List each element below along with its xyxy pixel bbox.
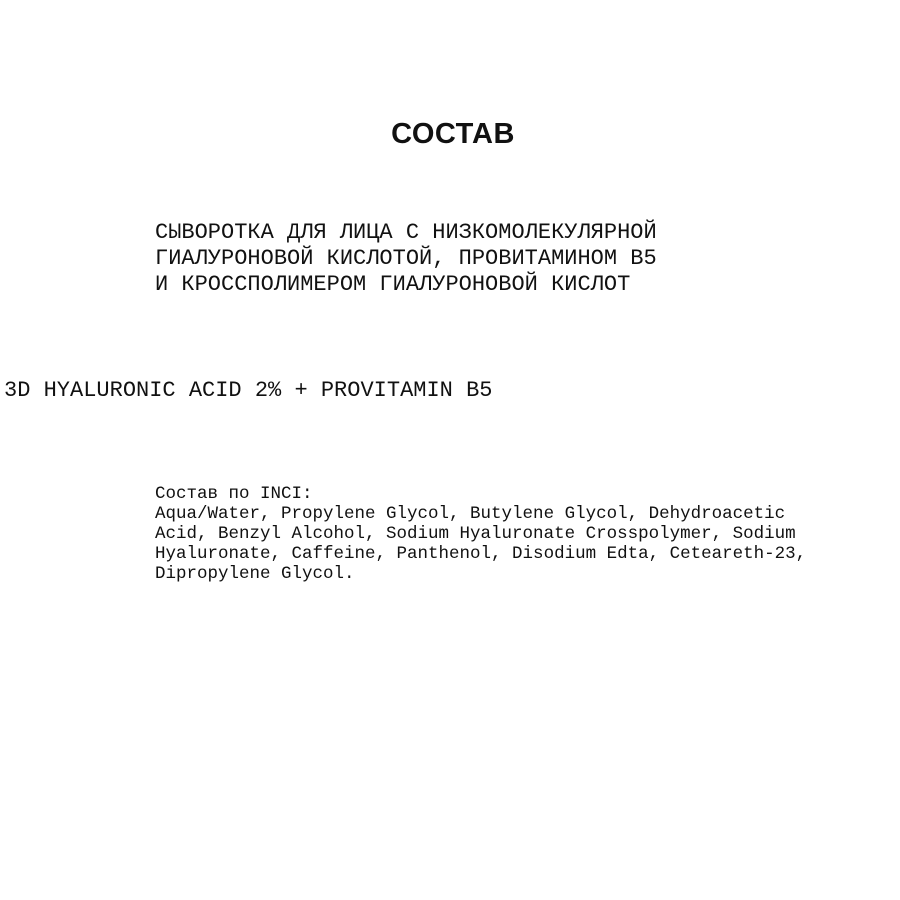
product-description [155,220,657,298]
inci-line: Aqua/Water, Propylene Glycol, Butylene Glycol, Dehydroacetic [155,504,786,524]
product-description-line: СЫВОРОТКА ДЛЯ ЛИЦА С НИЗКОМОЛЕКУЛЯРНОЙ [155,220,657,245]
product-description-line: ГИАЛУРОНОВОЙ КИСЛОТОЙ, ПРОВИТАМИНОМ B5 [155,246,657,271]
inci-line: Acid, Benzyl Alcohol, Sodium Hyaluronate Crosspolymer, Sodium [155,524,796,544]
page-title: СОСТАВ [391,118,515,150]
inci-line: Dipropylene Glycol. [155,564,355,584]
inci-ingredients [155,484,806,584]
product-tagline: 3D HYALURONIC ACID 2% + PROVITAMIN B5 [4,378,493,403]
inci-line: Hyaluronate, Caffeine, Panthenol, Disodium Edta, Ceteareth-23, [155,544,807,564]
inci-heading: Состав по INCI: [155,484,313,504]
product-description-line: И КРОССПОЛИМЕРОМ ГИАЛУРОНОВОЙ КИСЛОТ [155,272,631,297]
